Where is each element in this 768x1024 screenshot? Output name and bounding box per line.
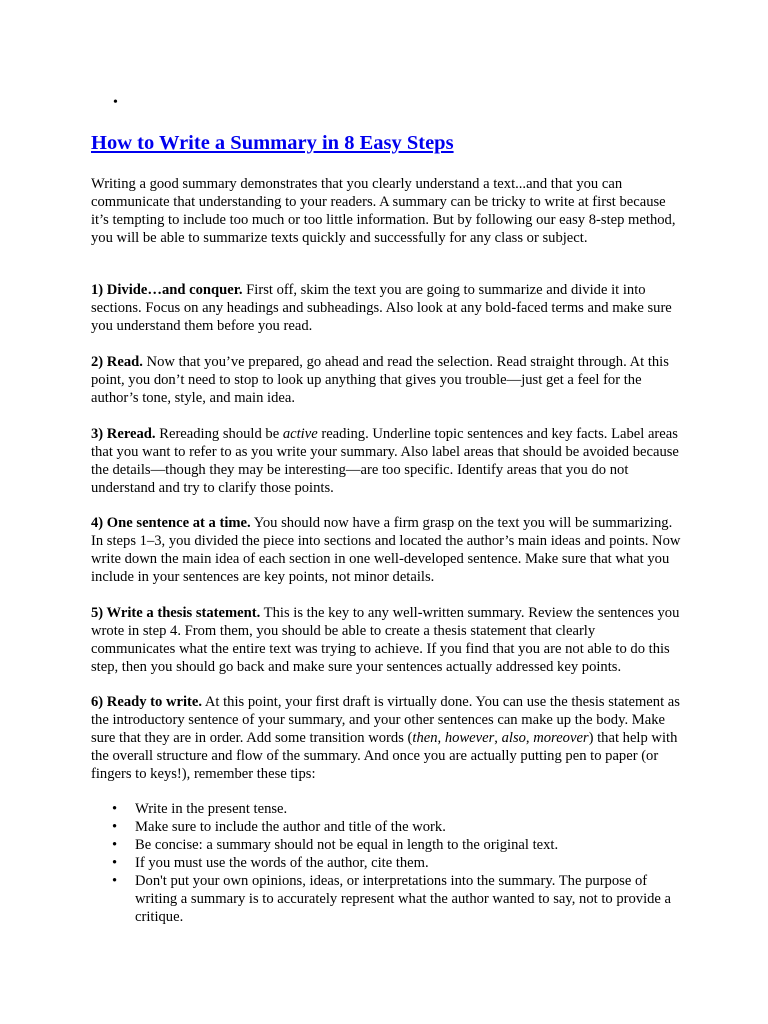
tip-text: Make sure to include the author and title of the work. (135, 819, 446, 835)
step-1-heading: 1) Divide…and conquer. (91, 282, 243, 298)
tip-text: Write in the present tense. (135, 801, 288, 817)
list-bullet: • (113, 95, 118, 110)
page-title[interactable]: How to Write a Summary in 8 Easy Steps (91, 132, 454, 154)
tip-item (91, 854, 681, 872)
step-6-heading: 6) Ready to write. (91, 694, 203, 710)
tip-bullet: • (112, 837, 118, 853)
tip-bullet: • (112, 801, 118, 817)
intro-paragraph: Writing a good summary demonstrates that you clearly understand a text...and that you can communicate that understanding to your readers. A summary can be tricky to write at first because it’s tempting to include too much or too little information. But by following our easy 8-step method, you will be able to summarize texts quickly and successfully for any class or subject. (91, 176, 676, 246)
step-6-text-b: ) that help with the overall structure and flow of the summary. And once you are actually putting pen to paper (or fingers to keys!), remember these tips: (91, 730, 678, 782)
tip-bullet: • (112, 855, 118, 871)
transition-word-then: then (412, 730, 438, 746)
step-3-emphasis: active (282, 426, 318, 442)
step-3-text-before: Rereading should be (155, 426, 283, 442)
step-2-paragraph (91, 353, 681, 407)
step-5-paragraph (91, 604, 681, 676)
tip-item (91, 800, 681, 818)
transition-word-however: however (444, 730, 495, 746)
tips-list (91, 800, 681, 926)
tip-bullet: • (112, 873, 118, 889)
step-2-heading: 2) Read. (91, 354, 143, 370)
step-4-text: You should now have a firm grasp on the text you will be summarizing. In steps 1–3, you divided the piece into sections and located the author’s main ideas and points. Now write down the main idea of each section in one well-developed sentence. Make sure that what you include in your sentences are key points, not minor details. (91, 515, 681, 585)
step-4-paragraph (91, 514, 681, 586)
step-3-heading: 3) Reread. (91, 426, 156, 442)
step-6-paragraph (91, 693, 681, 783)
step-5-text: This is the key to any well-written summary. Review the sentences you wrote in step 4. From them, you should be able to create a thesis statement that clearly communicates what the entire text was trying to achieve. If you find that you are not able to do this step, then you should go back and make sure your sentences actually addressed key points. (91, 605, 680, 675)
separator: , (494, 730, 502, 746)
separator: , (525, 730, 534, 746)
step-1-paragraph (91, 281, 681, 335)
step-1-text: First off, skim the text you are going to summarize and divide it into sections. Focus on any headings and subheadings. Also look at any bold-faced terms and make sure you understand them before you read. (91, 282, 672, 334)
tip-text: If you must use the words of the author, cite them. (135, 855, 429, 871)
tip-text: Be concise: a summary should not be equal in length to the original text. (135, 837, 559, 853)
step-6-text-a: At this point, your first draft is virtually done. You can use the thesis statement as the introductory sentence of your summary, and your other sentences can make up the body. Make sure that they are in order. Add some transition words ( (91, 694, 680, 746)
tip-item (91, 872, 681, 926)
tip-text: Don't put your own opinions, ideas, or interpretations into the summary. The purpose of writing a summary is to accurately represent what the author wanted to say, not to provide a critique. (135, 873, 672, 925)
tip-item (91, 818, 681, 836)
transition-word-also: also (501, 730, 526, 746)
transition-word-moreover: moreover (533, 730, 589, 746)
step-3-text-after: reading. Underline topic sentences and key facts. Label areas that you want to refer to as you write your summary. Also label areas that should be avoided because the details—though they may be interesting—are too specific. Identify areas that you do not understand and try to clarify those points. (91, 426, 679, 496)
step-5-heading: 5) Write a thesis statement. (91, 605, 261, 621)
tip-bullet: • (112, 819, 118, 835)
step-3-paragraph (91, 425, 681, 497)
step-4-heading: 4) One sentence at a time. (91, 515, 251, 531)
step-2-text: Now that you’ve prepared, go ahead and read the selection. Read straight through. At this point, you don’t need to stop to look up anything that gives you trouble—just get a feel for the author’s tone, style, and main idea. (91, 354, 669, 406)
separator: , (437, 730, 445, 746)
tip-item (91, 836, 681, 854)
